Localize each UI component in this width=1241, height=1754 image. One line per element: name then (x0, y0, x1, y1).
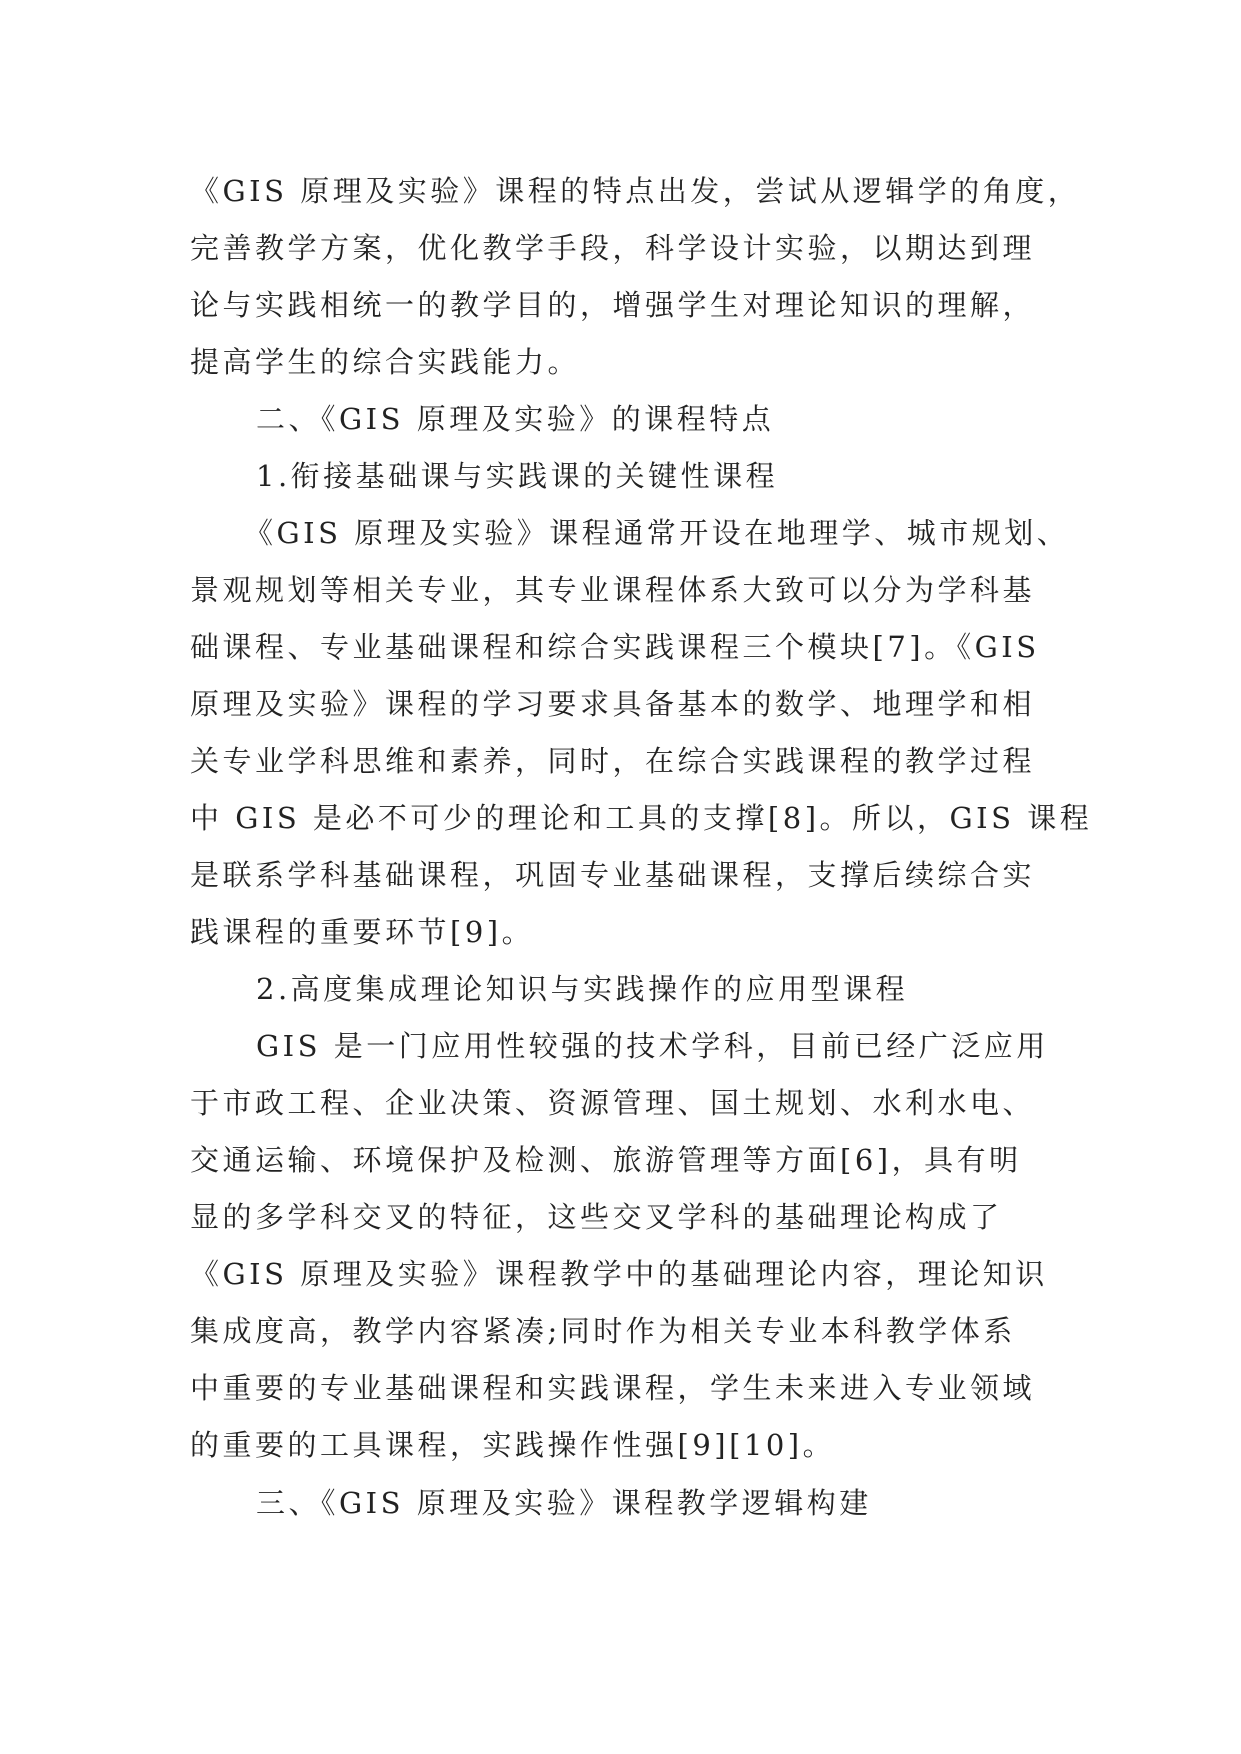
paragraph-first-line: GIS 是一门应用性较强的技术学科，目前已经广泛应用 (256, 1029, 1049, 1063)
body-text-line: 《GIS 原理及实验》课程教学中的基础理论内容，理论知识 (190, 1257, 1048, 1291)
body-text-line: 中重要的专业基础课程和实践课程，学生未来进入专业领域 (190, 1371, 1036, 1405)
subsection-heading: 1.衔接基础课与实践课的关键性课程 (256, 459, 779, 493)
body-text-line: 践课程的重要环节[9]。 (190, 915, 535, 949)
subsection-heading: 2.高度集成理论知识与实践操作的应用型课程 (256, 972, 909, 1006)
body-text-line: 集成度高，教学内容紧凑;同时作为相关专业本科教学体系 (190, 1314, 1016, 1348)
body-text-line: 景观规划等相关专业，其专业课程体系大致可以分为学科基 (190, 573, 1036, 607)
body-text-line: 显的多学科交叉的特征，这些交叉学科的基础理论构成了 (190, 1200, 1003, 1234)
body-text-line: 中 GIS 是必不可少的理论和工具的支撑[8]。所以，GIS 课程 (190, 801, 1093, 835)
body-text-line: 础课程、专业基础课程和综合实践课程三个模块[7]。《GIS (190, 630, 1040, 664)
section-heading: 二、《GIS 原理及实验》的课程特点 (256, 402, 775, 436)
body-text-line: 关专业学科思维和素养，同时，在综合实践课程的教学过程 (190, 744, 1036, 778)
body-text-line: 的重要的工具课程，实践操作性强[9][10]。 (190, 1428, 836, 1462)
body-text-line: 原理及实验》课程的学习要求具备基本的数学、地理学和相 (190, 687, 1036, 721)
body-text-line: 提高学生的综合实践能力。 (190, 345, 581, 379)
body-text-line: 《GIS 原理及实验》课程的特点出发，尝试从逻辑学的角度， (190, 174, 1081, 208)
body-text-line: 于市政工程、企业决策、资源管理、国土规划、水利水电、 (190, 1086, 1036, 1120)
body-text-line: 是联系学科基础课程，巩固专业基础课程，支撑后续综合实 (190, 858, 1036, 892)
section-heading: 三、《GIS 原理及实验》课程教学逻辑构建 (256, 1486, 872, 1520)
body-text-line: 交通运输、环境保护及检测、旅游管理等方面[6]，具有明 (190, 1143, 1022, 1177)
body-text-line: 论与实践相统一的教学目的，增强学生对理论知识的理解， (190, 288, 1036, 322)
body-text-line: 完善教学方案，优化教学手段，科学设计实验，以期达到理 (190, 231, 1036, 265)
paragraph-first-line: 《GIS 原理及实验》课程通常开设在地理学、城市规划、 (244, 516, 1070, 550)
